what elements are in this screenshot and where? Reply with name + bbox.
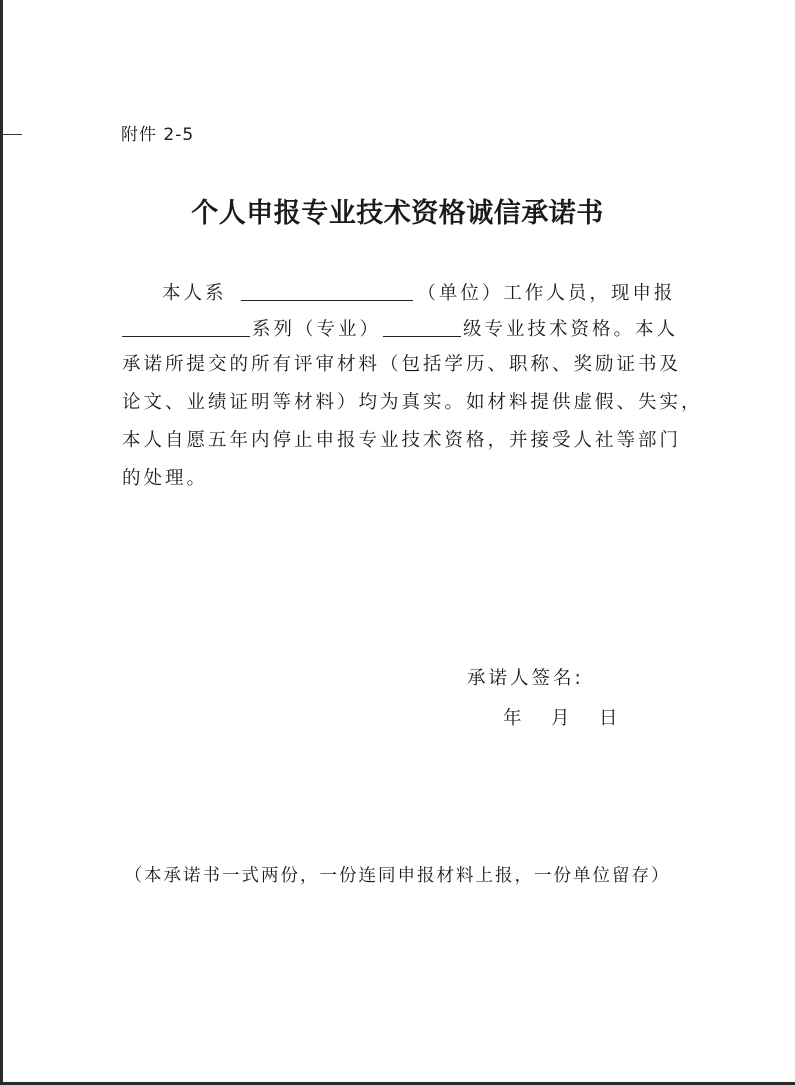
line2-suffix: 级专业技术资格。本人 [463,319,679,340]
paragraph-line-2 [122,318,692,340]
line1-prefix: 本人系 [162,283,227,304]
document-title: 个人申报专业技术资格诚信承诺书 [191,198,604,229]
paragraph-line-3: 承诺所提交的所有评审材料（包括学历、职称、奖励证书及 [122,354,682,375]
paragraph-line-1 [162,282,732,304]
scan-margin-tick [0,134,22,135]
line1-suffix: （单位）工作人员，现申报 [417,283,676,304]
date-month-label: 月 [551,708,570,729]
signature-label: 承诺人签名: [467,668,584,689]
paragraph-line-4: 论文、业绩证明等材料）均为真实。如材料提供虚假、失实， [122,392,703,413]
date-year-label: 年 [503,708,522,729]
series-blank-field[interactable] [122,318,250,337]
footer-note: （本承诺书一式两份，一份连同申报材料上报，一份单位留存） [124,866,671,886]
attachment-label: 附件 2-5 [121,125,195,145]
level-blank-field[interactable] [383,318,461,337]
line2-mid: 系列（专业） [252,319,382,340]
date-day-label: 日 [599,708,618,729]
unit-blank-field[interactable] [241,282,413,301]
paragraph-line-6: 的处理。 [122,468,209,489]
scan-left-edge [0,0,3,1085]
paragraph-line-5: 本人自愿五年内停止申报专业技术资格，并接受人社等部门 [122,430,682,451]
